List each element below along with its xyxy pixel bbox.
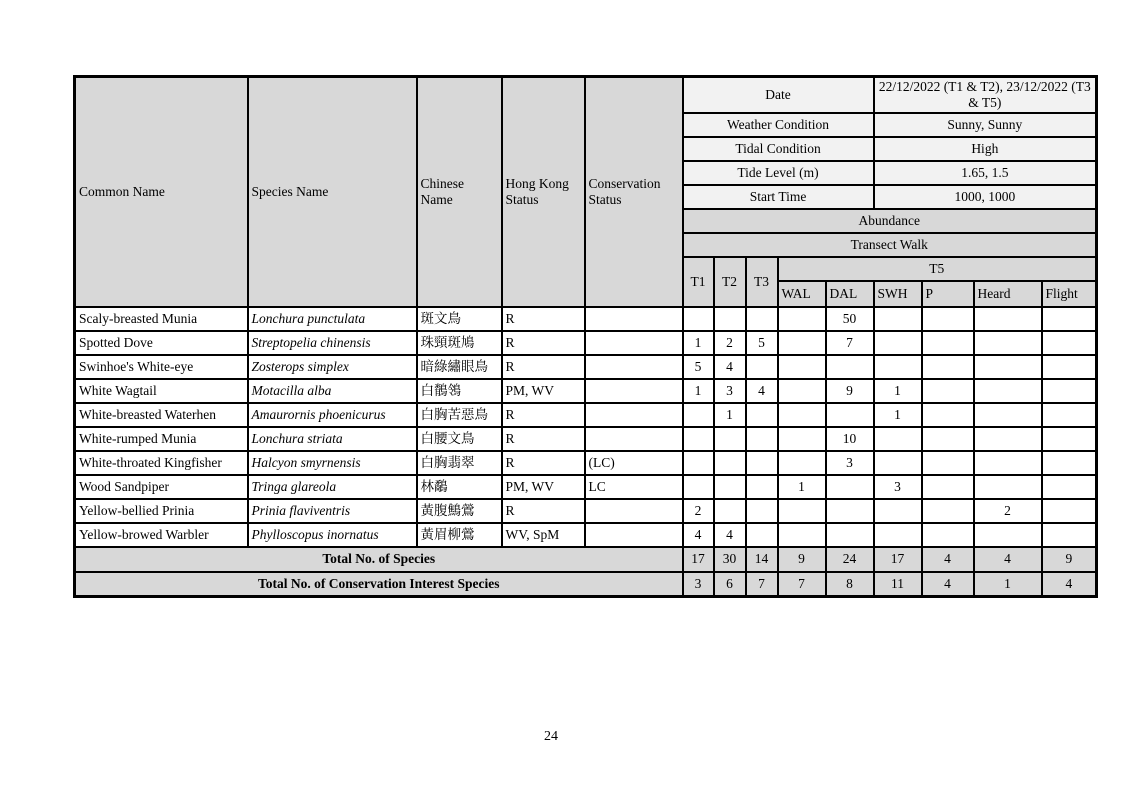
date-value: 22/12/2022 (T1 & T2), 23/12/2022 (T3 & T5) (874, 77, 1097, 113)
transect-walk-header: Transect Walk (683, 233, 1097, 257)
hk-status-cell: WV, SpM (502, 523, 585, 547)
total-t3: 7 (746, 572, 778, 597)
common-name-cell: Scaly-breasted Munia (75, 307, 248, 331)
species-row-white-breasted-waterhen (75, 403, 1097, 427)
col-header-t2: T2 (714, 257, 746, 307)
count-flight (1042, 307, 1097, 331)
common-name-cell: Yellow-browed Warbler (75, 523, 248, 547)
count-p (922, 379, 974, 403)
start-time-value: 1000, 1000 (874, 185, 1097, 209)
count-p (922, 427, 974, 451)
count-flight (1042, 331, 1097, 355)
total-heard: 4 (974, 547, 1042, 572)
common-name-cell: Swinhoe's White-eye (75, 355, 248, 379)
tidal-label: Tidal Condition (683, 137, 874, 161)
count-heard (974, 475, 1042, 499)
hk-status-cell: R (502, 355, 585, 379)
count-t2: 1 (714, 403, 746, 427)
count-t3 (746, 451, 778, 475)
common-name-cell: White Wagtail (75, 379, 248, 403)
conservation-status-cell (585, 523, 683, 547)
col-header-conservation-status: Conservation Status (585, 77, 683, 307)
total-t1: 17 (683, 547, 714, 572)
conservation-status-cell: LC (585, 475, 683, 499)
count-t2 (714, 307, 746, 331)
chinese-name-cell: 斑文鳥 (417, 307, 502, 331)
col-header-t1: T1 (683, 257, 714, 307)
count-flight (1042, 379, 1097, 403)
count-wal (778, 331, 826, 355)
count-dal (826, 475, 874, 499)
count-swh (874, 427, 922, 451)
chinese-name-cell: 白鶺鴒 (417, 379, 502, 403)
hk-status-cell: R (502, 331, 585, 355)
count-dal: 7 (826, 331, 874, 355)
total-conservation-row (75, 572, 1097, 597)
count-t2: 2 (714, 331, 746, 355)
species-name-cell: Prinia flaviventris (248, 499, 417, 523)
total-swh: 11 (874, 572, 922, 597)
total-swh: 17 (874, 547, 922, 572)
count-heard (974, 403, 1042, 427)
chinese-name-cell: 黃眉柳鶯 (417, 523, 502, 547)
total-flight: 4 (1042, 572, 1097, 597)
count-swh: 1 (874, 403, 922, 427)
abundance-header: Abundance (683, 209, 1097, 233)
count-swh (874, 523, 922, 547)
count-p (922, 403, 974, 427)
chinese-name-cell: 林鷸 (417, 475, 502, 499)
species-row-yellow-bellied-prinia (75, 499, 1097, 523)
count-p (922, 307, 974, 331)
hk-status-cell: R (502, 499, 585, 523)
count-swh: 3 (874, 475, 922, 499)
chinese-name-cell: 白胸翡翠 (417, 451, 502, 475)
count-t2: 3 (714, 379, 746, 403)
conservation-status-cell (585, 403, 683, 427)
count-t1: 1 (683, 379, 714, 403)
species-name-cell: Motacilla alba (248, 379, 417, 403)
count-p (922, 475, 974, 499)
count-flight (1042, 355, 1097, 379)
count-flight (1042, 427, 1097, 451)
count-t1: 2 (683, 499, 714, 523)
chinese-name-cell: 白腰文鳥 (417, 427, 502, 451)
col-header-swh: SWH (874, 281, 922, 307)
total-t2: 30 (714, 547, 746, 572)
count-swh (874, 355, 922, 379)
count-heard (974, 307, 1042, 331)
count-swh: 1 (874, 379, 922, 403)
count-swh (874, 331, 922, 355)
count-dal (826, 523, 874, 547)
count-wal (778, 523, 826, 547)
hk-status-cell: R (502, 427, 585, 451)
species-name-cell: Tringa glareola (248, 475, 417, 499)
species-row-white-throated-kingfisher (75, 451, 1097, 475)
common-name-cell: White-rumped Munia (75, 427, 248, 451)
conservation-status-cell (585, 427, 683, 451)
species-row-spotted-dove (75, 331, 1097, 355)
species-row-yellow-browed-warbler (75, 523, 1097, 547)
count-dal (826, 355, 874, 379)
col-header-dal: DAL (826, 281, 874, 307)
count-p (922, 499, 974, 523)
count-p (922, 523, 974, 547)
species-name-cell: Lonchura striata (248, 427, 417, 451)
count-wal (778, 307, 826, 331)
bird-survey-table (73, 75, 1098, 598)
common-name-cell: Wood Sandpiper (75, 475, 248, 499)
count-t2: 4 (714, 523, 746, 547)
col-header-common-name: Common Name (75, 77, 248, 307)
chinese-name-cell: 暗綠繡眼鳥 (417, 355, 502, 379)
chinese-name-cell: 珠頸斑鳩 (417, 331, 502, 355)
count-t3 (746, 475, 778, 499)
count-dal: 3 (826, 451, 874, 475)
count-dal: 10 (826, 427, 874, 451)
count-heard (974, 523, 1042, 547)
col-header-t3: T3 (746, 257, 778, 307)
tide-level-label: Tide Level (m) (683, 161, 874, 185)
count-dal: 9 (826, 379, 874, 403)
species-name-cell: Phylloscopus inornatus (248, 523, 417, 547)
count-t2 (714, 451, 746, 475)
count-p (922, 355, 974, 379)
common-name-cell: White-throated Kingfisher (75, 451, 248, 475)
total-heard: 1 (974, 572, 1042, 597)
count-t1 (683, 307, 714, 331)
count-flight (1042, 499, 1097, 523)
count-t1: 1 (683, 331, 714, 355)
total-conservation-label: Total No. of Conservation Interest Species (75, 572, 683, 597)
species-name-cell: Halcyon smyrnensis (248, 451, 417, 475)
count-t1 (683, 427, 714, 451)
tide-level-value: 1.65, 1.5 (874, 161, 1097, 185)
count-wal (778, 355, 826, 379)
total-t1: 3 (683, 572, 714, 597)
col-header-species-name: Species Name (248, 77, 417, 307)
count-flight (1042, 523, 1097, 547)
date-label: Date (683, 77, 874, 113)
hk-status-cell: R (502, 307, 585, 331)
total-wal: 9 (778, 547, 826, 572)
col-header-flight: Flight (1042, 281, 1097, 307)
total-t3: 14 (746, 547, 778, 572)
count-t3 (746, 427, 778, 451)
total-p: 4 (922, 547, 974, 572)
total-flight: 9 (1042, 547, 1097, 572)
count-t2 (714, 499, 746, 523)
count-swh (874, 307, 922, 331)
count-swh (874, 451, 922, 475)
count-dal (826, 403, 874, 427)
count-wal (778, 427, 826, 451)
count-swh (874, 499, 922, 523)
hk-status-cell: PM, WV (502, 379, 585, 403)
common-name-cell: White-breasted Waterhen (75, 403, 248, 427)
col-header-t5: T5 (778, 257, 1097, 281)
conservation-status-cell (585, 307, 683, 331)
common-name-cell: Yellow-bellied Prinia (75, 499, 248, 523)
count-dal: 50 (826, 307, 874, 331)
header-row-date (75, 77, 1097, 113)
count-wal (778, 451, 826, 475)
page-number: 24 (544, 729, 558, 744)
weather-label: Weather Condition (683, 113, 874, 137)
count-flight (1042, 475, 1097, 499)
conservation-status-cell (585, 499, 683, 523)
count-t3: 5 (746, 331, 778, 355)
hk-status-cell: PM, WV (502, 475, 585, 499)
count-t2 (714, 475, 746, 499)
count-t2 (714, 427, 746, 451)
count-dal (826, 499, 874, 523)
count-p (922, 451, 974, 475)
count-wal (778, 403, 826, 427)
count-t3 (746, 499, 778, 523)
species-row-scaly-breasted-munia (75, 307, 1097, 331)
count-wal (778, 379, 826, 403)
total-t2: 6 (714, 572, 746, 597)
conservation-status-cell: (LC) (585, 451, 683, 475)
species-row-white-rumped-munia (75, 427, 1097, 451)
total-species-row (75, 547, 1097, 572)
count-heard (974, 331, 1042, 355)
chinese-name-cell: 白胸苦惡鳥 (417, 403, 502, 427)
common-name-cell: Spotted Dove (75, 331, 248, 355)
count-heard (974, 451, 1042, 475)
count-t1: 5 (683, 355, 714, 379)
conservation-status-cell (585, 331, 683, 355)
total-species-label: Total No. of Species (75, 547, 683, 572)
count-t3 (746, 523, 778, 547)
count-t1 (683, 451, 714, 475)
col-header-p: P (922, 281, 974, 307)
species-row-white-wagtail (75, 379, 1097, 403)
count-flight (1042, 403, 1097, 427)
species-name-cell: Zosterops simplex (248, 355, 417, 379)
species-name-cell: Lonchura punctulata (248, 307, 417, 331)
count-heard (974, 355, 1042, 379)
hk-status-cell: R (502, 403, 585, 427)
chinese-name-cell: 黃腹鷦鶯 (417, 499, 502, 523)
species-name-cell: Streptopelia chinensis (248, 331, 417, 355)
hk-status-cell: R (502, 451, 585, 475)
col-header-chinese-name: Chinese Name (417, 77, 502, 307)
col-header-hong-kong-status: Hong Kong Status (502, 77, 585, 307)
weather-value: Sunny, Sunny (874, 113, 1097, 137)
col-header-wal: WAL (778, 281, 826, 307)
count-t1: 4 (683, 523, 714, 547)
count-t3 (746, 403, 778, 427)
tidal-value: High (874, 137, 1097, 161)
species-row-wood-sandpiper (75, 475, 1097, 499)
count-wal (778, 499, 826, 523)
count-p (922, 331, 974, 355)
count-heard (974, 427, 1042, 451)
start-time-label: Start Time (683, 185, 874, 209)
count-t1 (683, 475, 714, 499)
count-t3 (746, 307, 778, 331)
count-flight (1042, 451, 1097, 475)
conservation-status-cell (585, 355, 683, 379)
total-dal: 24 (826, 547, 874, 572)
count-t2: 4 (714, 355, 746, 379)
species-name-cell: Amaurornis phoenicurus (248, 403, 417, 427)
species-row-swinhoes-white-eye (75, 355, 1097, 379)
count-heard (974, 379, 1042, 403)
count-heard: 2 (974, 499, 1042, 523)
col-header-heard: Heard (974, 281, 1042, 307)
total-p: 4 (922, 572, 974, 597)
count-t3: 4 (746, 379, 778, 403)
total-wal: 7 (778, 572, 826, 597)
count-wal: 1 (778, 475, 826, 499)
total-dal: 8 (826, 572, 874, 597)
conservation-status-cell (585, 379, 683, 403)
count-t1 (683, 403, 714, 427)
count-t3 (746, 355, 778, 379)
